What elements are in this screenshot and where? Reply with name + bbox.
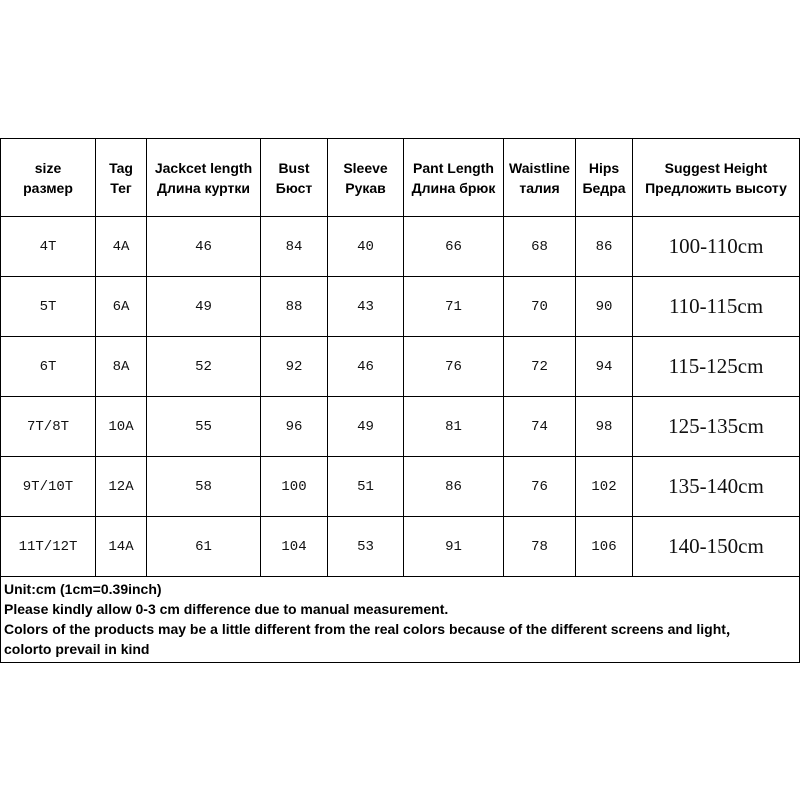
cell-suggest-height: 110-115cm (633, 277, 800, 337)
cell-waistline: 76 (504, 457, 576, 517)
header-pant-length: Pant Length Длина брюк (404, 139, 504, 217)
table-row (1, 397, 800, 457)
header-jacket-length: Jackcet length Длина куртки (147, 139, 261, 217)
cell-hips: 90 (576, 277, 633, 337)
header-hips: Hips Бедра (576, 139, 633, 217)
note-colors: Colors of the products may be a little different from the real colors because of the different screens and light， (4, 621, 740, 637)
cell-jacket-length: 46 (147, 217, 261, 277)
cell-sleeve: 46 (328, 337, 404, 397)
cell-sleeve: 53 (328, 517, 404, 577)
cell-jacket-length: 55 (147, 397, 261, 457)
cell-waistline: 72 (504, 337, 576, 397)
note-unit: Unit:cm (1cm=0.39inch) (4, 581, 162, 597)
cell-sleeve: 43 (328, 277, 404, 337)
cell-hips: 106 (576, 517, 633, 577)
cell-size: 9T/10T (1, 457, 96, 517)
header-suggest-height: Suggest Height Предложить высоту (633, 139, 800, 217)
cell-hips: 94 (576, 337, 633, 397)
header-bust: Bust Бюст (261, 139, 328, 217)
size-table (0, 138, 800, 663)
cell-pant-length: 91 (404, 517, 504, 577)
header-sleeve: Sleeve Рукав (328, 139, 404, 217)
size-chart (0, 138, 800, 663)
notes-cell (1, 577, 800, 663)
cell-waistline: 78 (504, 517, 576, 577)
header-row (1, 139, 800, 217)
table-row (1, 217, 800, 277)
note-colors-cont: colorto prevail in kind (4, 641, 150, 657)
cell-hips: 102 (576, 457, 633, 517)
cell-sleeve: 51 (328, 457, 404, 517)
table-row (1, 457, 800, 517)
header-size: size размер (1, 139, 96, 217)
cell-pant-length: 71 (404, 277, 504, 337)
cell-jacket-length: 61 (147, 517, 261, 577)
cell-jacket-length: 52 (147, 337, 261, 397)
cell-pant-length: 66 (404, 217, 504, 277)
header-waistline: Waistline талия (504, 139, 576, 217)
table-row (1, 337, 800, 397)
notes-row (1, 577, 800, 663)
cell-suggest-height: 115-125cm (633, 337, 800, 397)
cell-jacket-length: 49 (147, 277, 261, 337)
cell-sleeve: 49 (328, 397, 404, 457)
cell-suggest-height: 140-150cm (633, 517, 800, 577)
cell-pant-length: 81 (404, 397, 504, 457)
cell-bust: 84 (261, 217, 328, 277)
cell-tag: 8A (96, 337, 147, 397)
cell-bust: 92 (261, 337, 328, 397)
cell-jacket-length: 58 (147, 457, 261, 517)
cell-sleeve: 40 (328, 217, 404, 277)
cell-tag: 10A (96, 397, 147, 457)
cell-size: 6T (1, 337, 96, 397)
cell-suggest-height: 135-140cm (633, 457, 800, 517)
cell-waistline: 74 (504, 397, 576, 457)
cell-bust: 88 (261, 277, 328, 337)
cell-tag: 14A (96, 517, 147, 577)
cell-suggest-height: 100-110cm (633, 217, 800, 277)
cell-tag: 6A (96, 277, 147, 337)
cell-hips: 86 (576, 217, 633, 277)
cell-hips: 98 (576, 397, 633, 457)
note-difference: Please kindly allow 0-3 cm difference due to manual measurement. (4, 601, 449, 617)
cell-size: 7T/8T (1, 397, 96, 457)
cell-bust: 100 (261, 457, 328, 517)
table-row (1, 277, 800, 337)
cell-suggest-height: 125-135cm (633, 397, 800, 457)
cell-tag: 12A (96, 457, 147, 517)
cell-size: 4T (1, 217, 96, 277)
cell-pant-length: 76 (404, 337, 504, 397)
cell-waistline: 68 (504, 217, 576, 277)
cell-size: 11T/12T (1, 517, 96, 577)
cell-tag: 4A (96, 217, 147, 277)
cell-bust: 104 (261, 517, 328, 577)
cell-waistline: 70 (504, 277, 576, 337)
cell-size: 5T (1, 277, 96, 337)
cell-bust: 96 (261, 397, 328, 457)
table-row (1, 517, 800, 577)
header-tag: Tag Тег (96, 139, 147, 217)
cell-pant-length: 86 (404, 457, 504, 517)
